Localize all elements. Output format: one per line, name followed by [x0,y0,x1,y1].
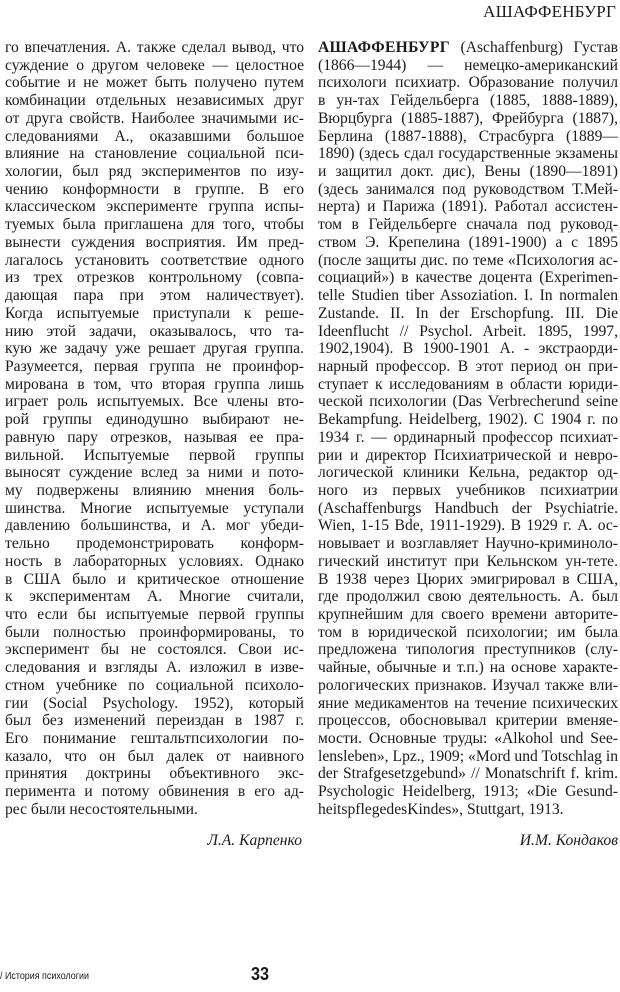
text-line: туемых была приглашена для того, чтобы [5,216,304,234]
text-line: Wien, 1-15 Bde, 1911-1929). В 1929 г. А. ос- [318,517,618,535]
text-line: кую же задачу уже решает другая группа. [5,340,304,358]
text-line: (1866—1944) — немецко-американский [318,56,618,74]
text-line: (после защиты дис. по теме «Психология ас- [318,251,618,269]
text-line: от друга свойств. Наиболее значимыми ис- [5,109,304,127]
text-line: heitspflegedesKindes», Stuttgart, 1913. [318,800,564,818]
text-line: Когда испытуемые приступали к реше- [5,304,304,322]
text-line: казало, что он был далек от наивного [5,747,304,765]
text-line: Разумеется, первая группа не проинфор- [5,357,304,375]
text-line: чайные, обычные и т.п.) на основе характе- [318,659,618,677]
text-line: ность в лабораторных условиях. Однако [5,552,304,570]
page-number: 33 [251,964,270,984]
left-column-text [5,39,304,819]
text-line: крупнейшим для своего времени авторите- [318,606,618,623]
running-head: АШАФФЕНБУРГ [483,2,616,21]
footer-book-title: / История психологии [0,970,89,982]
text-line: тельно продемонстрировать конформ- [5,535,304,553]
text-line: равную пару отрезков, называя ее пра- [5,428,304,446]
text-line: классическом эксперименте группа испы- [5,198,304,216]
text-line: (здесь занимался под руководством Т.Мей- [318,180,618,198]
text-line: давлению большинства, и А. мог убеди- [5,517,304,535]
text-line: том в Гейдельберге сначала под руковод- [318,216,618,234]
right-column-article [318,39,618,819]
text-line: перимента и потому обвинения в его ад- [5,783,304,801]
text-line: чению конформности в группе. В его [5,180,304,198]
text-line: telle Studien tiber Assoziation. I. In normalen [318,287,618,305]
text-line: событие и не может быть получено путем [5,74,304,92]
text-line: Вюрцбурга (1885-1887), Фрейбурга (1887), [318,109,618,127]
text-line: к экспериментам А. Многие считали, [5,588,304,606]
text-line: 1902,1904). В 1900-1901 А. - экстраорди- [318,340,618,358]
text-line: му подвержены влиянию мнения боль- [5,481,304,499]
text-line: рологических признаков. Изучал также вли- [318,676,618,694]
text-line: рес были несостоятельными. [5,800,198,818]
text-line: из трех отрезков контрольному (совпа- [5,269,304,287]
text-line: нерта) и Парижа (1891). Работал ассистен- [318,198,618,216]
text-line: вынести суждения восприятия. Им пред- [5,233,304,251]
text-line: играет роль испытуемых. Все члены вто- [5,393,304,411]
text-line: стном учебнике по социальной психоло- [5,676,304,694]
text-line: гический институт при Кельнском ун-тете. [318,552,618,570]
text-line: (Aschaffenburgs Handbuch der Psychiatrie. [318,499,618,517]
text-line: го впечатления. А. также сделал вывод, что [5,39,304,56]
text-line: ческой психологии (Das Verbrecherund seine [318,393,618,411]
text-line: lensleben», Lpz., 1909; «Mord und Totschlag in [318,747,618,765]
text-line: яние медикаментов на течение психических [318,694,618,712]
text-line: Его понимание гештальтпсихологии по- [5,730,304,748]
headword-gloss: (Aschaffenburg) Густав [449,39,618,56]
text-line: рой группы единодушно выбирают не- [5,411,304,429]
text-line: логической клиники Кельна, редактор од- [318,464,618,482]
text-line: Psychologic Heidelberg, 1913; «Die Gesund- [318,783,618,801]
text-line: рии и директор Психиатрической и невро- [318,446,618,464]
text-line: ного из первых учебников психиатрии [318,481,618,499]
text-line: 1890) (здесь сдал государственные экзамены [318,145,618,163]
left-article-author: Л.А. Карпенко [207,832,302,849]
text-line: в США было и критическое отношение [5,570,304,588]
headword: АШАФФЕНБУРГ [318,39,450,56]
text-line: нию этой задачи, оказывалось, что та- [5,322,304,340]
text-line: том в юридической психологии; им была [318,623,618,641]
text-line: нарный профессор. В этот период он при- [318,357,618,375]
text-line: Bekampfung. Heidelberg, 1902). С 1904 г. по [318,411,618,429]
text-line: и защитил докт. дис), Вены (1890—1891) [318,163,618,181]
text-line: Zustande. II. In der Erschopfung. III. Die [318,304,618,322]
text-line: были полностью проинформированы, то [5,623,304,641]
text-line: лагалось установить соответствие одного [5,251,304,269]
text-line: Берлина (1887-1888), Страсбурга (1889— [318,127,618,145]
text-line: выносят суждение вслед за ними и пото- [5,464,304,482]
text-line: ством Э. Крепелина (1891-1900) а с 1895 [318,233,618,251]
text-line: следованиями А., оказавшими большое [5,127,304,145]
text-line: вильной. Испытуемые первой группы [5,446,304,464]
text-line: 1934 г. — ординарный профессор психиат- [318,428,618,446]
text-line: предложена типология преступников (слу- [318,641,618,659]
text-line: хологии, был ряд экспериментов по изу- [5,163,304,181]
text-line [318,39,618,57]
text-line: процессов, обосновывал критерии вменяе- [318,712,618,730]
text-line: был без изменений переиздан в 1987 г. [5,712,304,730]
text-line: Ideenflucht // Psychol. Arbeit. 1895, 1997, [318,322,618,340]
text-line: гии (Social Psychology. 1952), который [5,694,304,712]
text-line: дающая пара при этом наличествует). [5,287,304,305]
text-line: что если бы испытуемые первой группы [5,606,304,623]
text-line: социаций») в качестве доцента (Experimen- [318,269,618,287]
text-line: шинства. Многие испытуемые уступали [5,499,304,517]
text-line: где продолжил свою деятельность. А. был [318,588,618,606]
text-line: мости. Основные труды: «Alkohol und See- [318,730,618,748]
text-line: der Strafgesetzgebund» // Monatschrift f. krim. [318,765,618,783]
text-line: мирована в том, что вторая группа лишь [5,375,304,393]
text-line: следования и взгляды А. изложил в изве- [5,659,304,677]
text-line: В 1938 через Цюрих эмигрировал в США, [318,570,618,588]
text-line: новывает и возглавляет Научно-криминоло- [318,535,618,553]
text-line: принятия доктрины объективного экс- [5,765,304,783]
text-line: влияние на становление социальной пси- [5,145,304,163]
text-line: в ун-тах Гейдельберга (1885, 1888-1889), [318,92,618,110]
text-line: психологи психиатр. Образование получил [318,74,618,92]
text-line: эксперимент бы не состоялся. Свои ис- [5,641,304,659]
text-line: комбинации отдельных независимых друг [5,92,304,110]
text-line: суждение о другом человеке — целостное [5,56,304,74]
text-line: ступает к исследованиям в области юриди- [318,375,618,393]
right-article-author: И.М. Кондаков [519,832,618,849]
